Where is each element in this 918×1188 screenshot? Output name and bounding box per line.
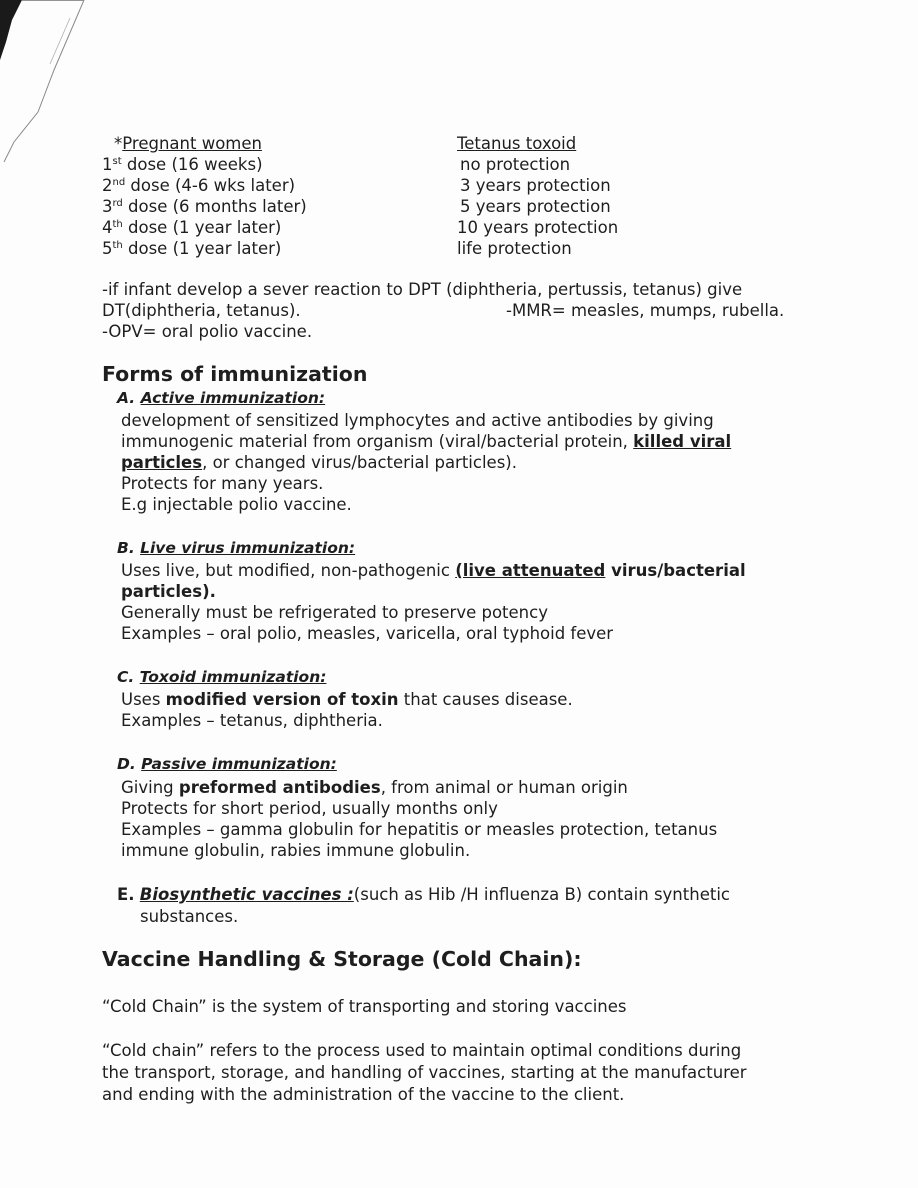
schedule-protection-4: 10 years protection [457, 218, 619, 237]
section-a-line-2: immunogenic material from organism (viral/bacterial protein, killed viral [121, 432, 732, 451]
section-d-line-3: Examples – gamma globulin for hepatitis or measles protection, tetanus [121, 820, 718, 839]
section-d-line-1: Giving preformed antibodies, from animal or human origin [121, 778, 628, 797]
cold-chain-para-line-2: the transport, storage, and handling of vaccines, starting at the manufacturer [102, 1063, 747, 1082]
section-a-title: A. Active immunization: [117, 389, 326, 407]
schedule-header-left: *Pregnant women [114, 134, 262, 153]
section-b-line-3: Generally must be refrigerated to preserve potency [121, 603, 548, 622]
schedule-dose-3: 3rd dose (6 months later) [102, 197, 307, 216]
section-b-line-2: particles). [121, 582, 216, 601]
cold-chain-definition: “Cold Chain” is the system of transporting and storing vaccines [102, 997, 627, 1016]
schedule-dose-4: 4th dose (1 year later) [102, 218, 282, 237]
section-c-line-1: Uses modified version of toxin that causes disease. [121, 690, 573, 709]
section-d-title: D. Passive immunization: [117, 755, 337, 773]
note-mmr: -MMR= measles, mumps, rubella. [506, 301, 785, 320]
schedule-protection-5: life protection [457, 239, 572, 258]
note-dpt-reaction: -if infant develop a sever reaction to DPT (diphtheria, pertussis, tetanus) give [102, 280, 743, 299]
cold-chain-heading: Vaccine Handling & Storage (Cold Chain): [102, 947, 582, 971]
note-dt: DT(diphtheria, tetanus). [102, 301, 301, 320]
schedule-dose-5: 5th dose (1 year later) [102, 239, 282, 258]
section-d-line-4: immune globulin, rabies immune globulin. [121, 841, 471, 860]
section-a-line-3: particles, or changed virus/bacterial particles). [121, 453, 517, 472]
section-a-line-4: Protects for many years. [121, 474, 324, 493]
schedule-header-right: Tetanus toxoid [457, 134, 577, 153]
section-a-line-1: development of sensitized lymphocytes and active antibodies by giving [121, 411, 714, 430]
section-e-line-1: E. Biosynthetic vaccines :(such as Hib /H influenza B) contain synthetic [117, 885, 730, 904]
scan-edge-artifact [0, 0, 90, 170]
cold-chain-para-line-3: and ending with the administration of the vaccine to the client. [102, 1085, 625, 1104]
section-d-line-2: Protects for short period, usually months only [121, 799, 498, 818]
schedule-protection-3: 5 years protection [460, 197, 611, 216]
section-c-line-2: Examples – tetanus, diphtheria. [121, 711, 383, 730]
section-b-line-4: Examples – oral polio, measles, varicella, oral typhoid fever [121, 624, 614, 643]
section-b-title: B. Live virus immunization: [117, 539, 356, 557]
cold-chain-para-line-1: “Cold chain” refers to the process used to maintain optimal conditions during [102, 1041, 742, 1060]
schedule-dose-1: 1st dose (16 weeks) [102, 155, 263, 174]
section-e-line-2: substances. [140, 907, 239, 926]
schedule-protection-2: 3 years protection [460, 176, 611, 195]
note-opv: -OPV= oral polio vaccine. [102, 322, 313, 341]
schedule-protection-1: no protection [460, 155, 571, 174]
section-a-line-5: E.g injectable polio vaccine. [121, 495, 352, 514]
schedule-dose-2: 2nd dose (4-6 wks later) [102, 176, 296, 195]
forms-heading: Forms of immunization [102, 362, 368, 386]
section-c-title: C. Toxoid immunization: [117, 668, 327, 686]
section-b-line-1: Uses live, but modified, non-pathogenic (live attenuated virus/bacterial [121, 561, 746, 580]
